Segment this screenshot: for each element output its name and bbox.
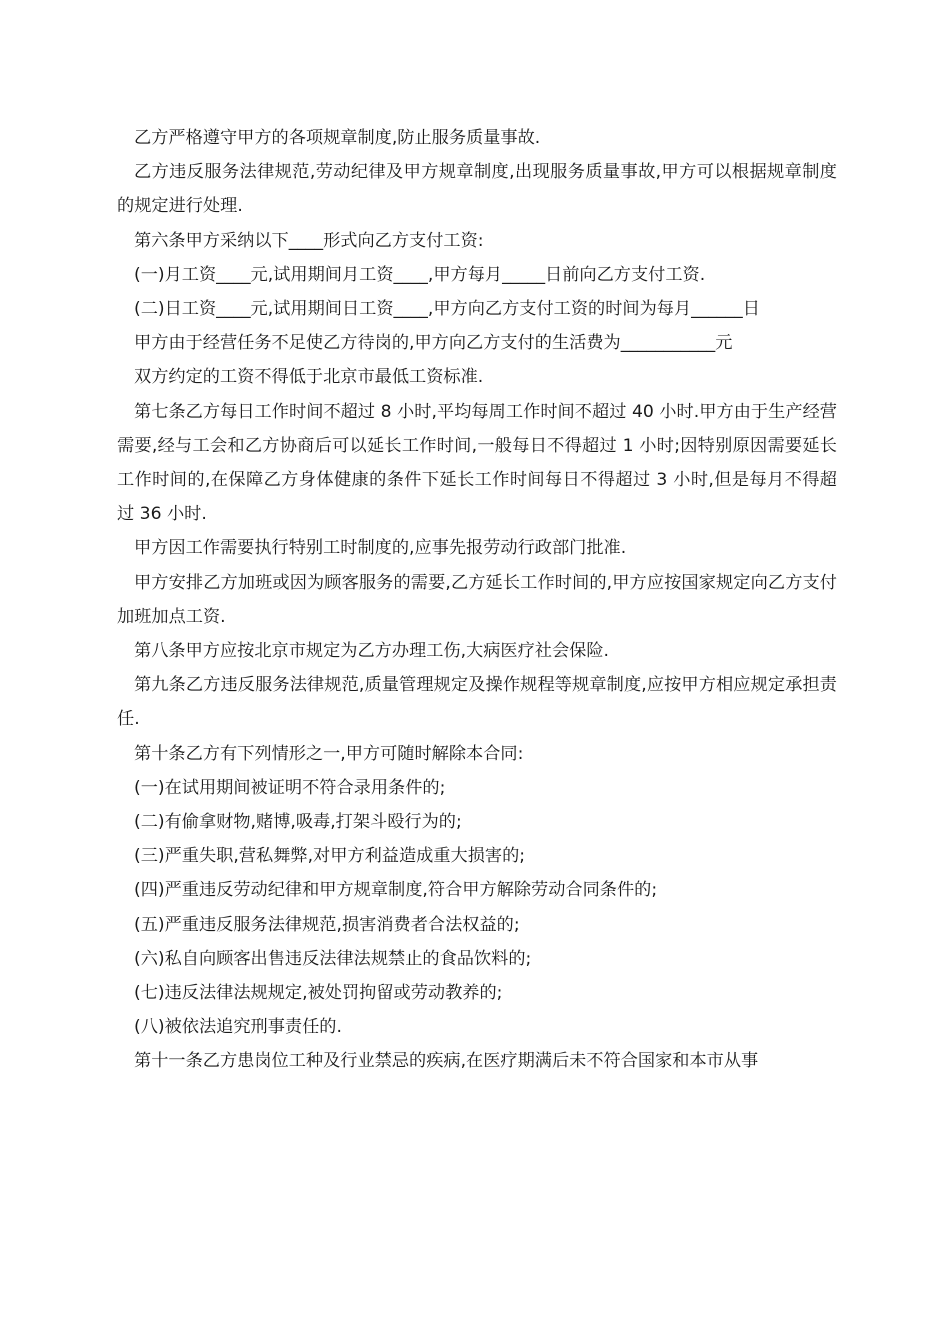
paragraph-article-10: 第十条乙方有下列情形之一,甲方可随时解除本合同: bbox=[134, 743, 524, 764]
paragraph-article-11: 第十一条乙方患岗位工种及行业禁忌的疾病,在医疗期满后未不符合国家和本市从事 bbox=[134, 1051, 759, 1072]
paragraph-article-7: 第七条乙方每日工作时间不超过 8 小时,平均每周工作时间不超过 40 小时.甲方由于生产经营需要,经与工会和乙方协商后可以延长工作时间,一般每日不得超过 1 小时;因特别原因需要延长工作时间的,在保障乙方身体健康的条件下延长工作时间每日不得超过 3 小时,但是每月不得超过 36 小时. bbox=[117, 401, 837, 525]
paragraph-article-9: 第九条乙方违反服务法律规范,质量管理规定及操作规程等规章制度,应按甲方相应规定承担责任. bbox=[117, 675, 837, 730]
paragraph-standby-allowance: 甲方由于经营任务不足使乙方待岗的,甲方向乙方支付的生活费为___________元 bbox=[134, 333, 733, 354]
paragraph-item-3: (三)严重失职,营私舞弊,对甲方利益造成重大损害的; bbox=[134, 846, 526, 867]
paragraph-item-4: (四)严重违反劳动纪律和甲方规章制度,符合甲方解除劳动合同条件的; bbox=[134, 880, 658, 901]
paragraph-item-1: (一)在试用期间被证明不符合录用条件的; bbox=[134, 777, 446, 798]
paragraph-monthly-wage: (一)月工资____元,试用期间月工资____,甲方每月_____日前向乙方支付工资. bbox=[134, 264, 706, 285]
paragraph-article-6: 第六条甲方采纳以下____形式向乙方支付工资: bbox=[134, 230, 484, 251]
paragraph-article-8: 第八条甲方应按北京市规定为乙方办理工伤,大病医疗社会保险. bbox=[134, 641, 609, 662]
paragraph-1: 乙方严格遵守甲方的各项规章制度,防止服务质量事故. bbox=[134, 128, 541, 148]
paragraph-item-5: (五)严重违反服务法律规范,损害消费者合法权益的; bbox=[134, 914, 520, 935]
paragraph-item-6: (六)私自向顾客出售违反法律法规禁止的食品饮料的; bbox=[134, 948, 532, 969]
paragraph-special-hours: 甲方因工作需要执行特别工时制度的,应事先报劳动行政部门批准. bbox=[134, 538, 627, 559]
paragraph-overtime-pay: 甲方安排乙方加班或因为顾客服务的需要,乙方延长工作时间的,甲方应按国家规定向乙方支付加班加点工资. bbox=[117, 572, 837, 627]
paragraph-minimum-wage: 双方约定的工资不得低于北京市最低工资标准. bbox=[134, 367, 484, 388]
paragraph-daily-wage: (二)日工资____元,试用期间日工资____,甲方向乙方支付工资的时间为每月______日 bbox=[134, 299, 760, 320]
paragraph-item-2: (二)有偷拿财物,赌博,吸毒,打架斗殴行为的; bbox=[134, 812, 462, 833]
paragraph-2: 乙方违反服务法律规范,劳动纪律及甲方规章制度,出现服务质量事故,甲方可以根据规章制度的规定进行处理. bbox=[117, 162, 837, 217]
paragraph-item-8: (八)被依法追究刑事责任的. bbox=[134, 1017, 342, 1038]
paragraph-item-7: (七)违反法律法规规定,被处罚拘留或劳动教养的; bbox=[134, 983, 503, 1004]
document-page bbox=[117, 121, 837, 1079]
